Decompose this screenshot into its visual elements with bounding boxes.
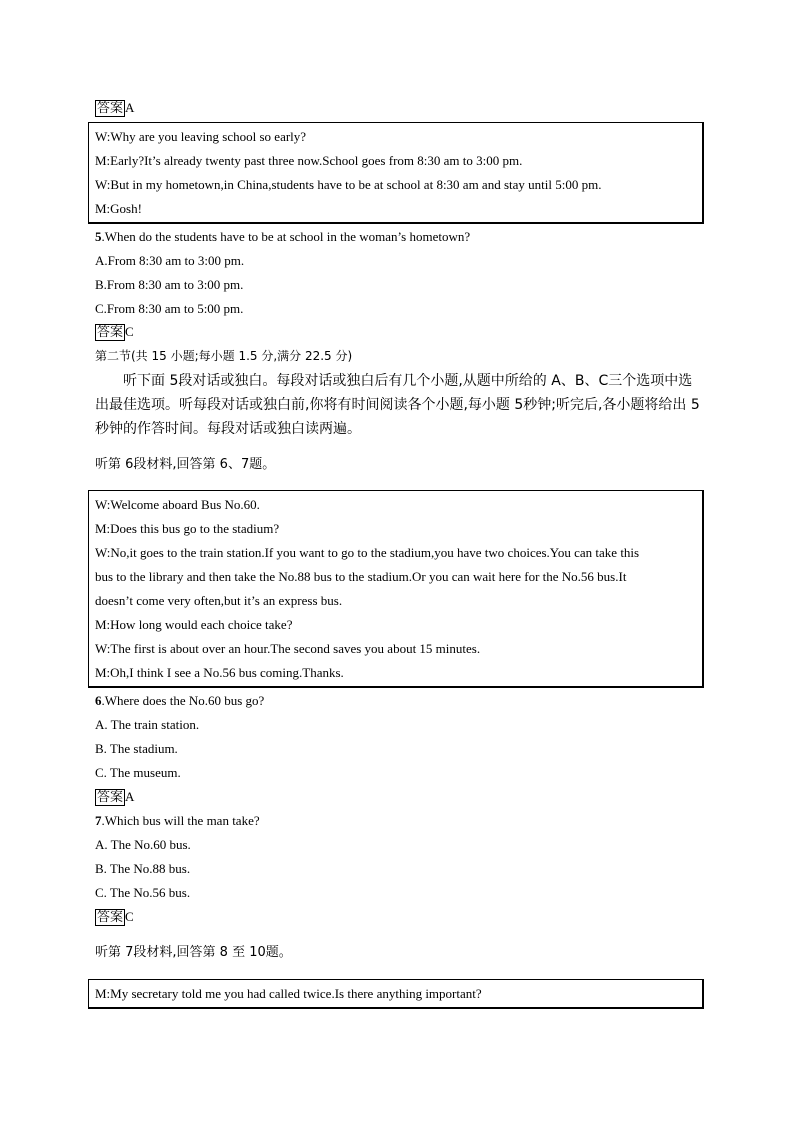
answer-value: C	[125, 324, 134, 339]
transcript-line: M:Gosh!	[95, 201, 142, 216]
answer-label: 答案	[97, 910, 124, 925]
question-text: .When do the students have to be at school in the woman’s hometown?	[101, 229, 471, 244]
option-a: A. The train station.	[95, 717, 200, 732]
question-6	[95, 693, 264, 709]
transcript-line: doesn’t come very often,but it’s an express bus.	[95, 593, 343, 608]
material-intro-6: 听第 6段材料,回答第 6、7题。	[95, 457, 276, 472]
option-a: A. The No.60 bus.	[95, 837, 191, 852]
material-intro-7: 听第 7段材料,回答第 8 至 10题。	[95, 945, 292, 960]
question-text: .Which bus will the man take?	[101, 813, 260, 828]
option-a: A.From 8:30 am to 3:00 pm.	[95, 253, 245, 268]
q5-answer	[95, 324, 134, 341]
transcript-line: W:No,it goes to the train station.If you want to go to the stadium,you have two choices.You can take this	[95, 545, 640, 560]
transcript-line: M:My secretary told me you had called twice.Is there anything important?	[95, 986, 482, 1001]
question-number: 5	[95, 229, 102, 244]
option-b: B. The No.88 bus.	[95, 861, 191, 876]
question-number: 6	[95, 693, 102, 708]
transcript-line: W:The first is about over an hour.The second saves you about 15 minutes.	[95, 641, 481, 656]
answer-value: C	[125, 909, 134, 924]
transcript-box-2	[88, 490, 704, 688]
transcript-line: W:Welcome aboard Bus No.60.	[95, 497, 260, 512]
option-b: B.From 8:30 am to 3:00 pm.	[95, 277, 244, 292]
transcript-line: W:Why are you leaving school so early?	[95, 129, 307, 144]
answer-label: 答案	[97, 790, 124, 805]
answer-label: 答案	[97, 325, 124, 340]
transcript-line: M:Early?It’s already twenty past three now.School goes from 8:30 am to 3:00 pm.	[95, 153, 523, 168]
option-b: B. The stadium.	[95, 741, 178, 756]
section-title: 第二节(共 15 小题;每小题 1.5 分,满分 22.5 分)	[95, 349, 353, 363]
transcript-line: W:But in my hometown,in China,students have to be at school at 8:30 am and stay until 5:00 pm.	[95, 177, 602, 192]
transcript-line: M:Oh,I think I see a No.56 bus coming.Thanks.	[95, 665, 344, 680]
option-c: C. The No.56 bus.	[95, 885, 191, 900]
q7-answer	[95, 909, 134, 926]
question-text: .Where does the No.60 bus go?	[101, 693, 265, 708]
transcript-line: bus to the library and then take the No.88 bus to the stadium.Or you can wait here for the No.56 bus.It	[95, 569, 627, 584]
section-instructions: 听下面 5段对话或独白。每段对话或独白后有几个小题,从题中所给的 A、B、C三个选项中选出最佳选项。听每段对话或独白前,你将有时间阅读各个小题,每小题 5秒钟;听完后,各小题将给出 5秒钟的作答时间。每段对话或独白读两遍。	[95, 373, 700, 437]
question-number: 7	[95, 813, 102, 828]
transcript-line: M:How long would each choice take?	[95, 617, 293, 632]
answer-value: A	[125, 100, 135, 115]
question-5	[95, 229, 470, 245]
transcript-line: M:Does this bus go to the stadium?	[95, 521, 280, 536]
transcript-box-1	[88, 122, 704, 224]
q4-answer	[95, 100, 134, 117]
answer-label: 答案	[97, 101, 124, 116]
answer-value: A	[125, 789, 135, 804]
transcript-box-3	[88, 979, 704, 1009]
question-7	[95, 813, 260, 829]
option-c: C.From 8:30 am to 5:00 pm.	[95, 301, 244, 316]
option-c: C. The museum.	[95, 765, 181, 780]
q6-answer	[95, 789, 134, 806]
